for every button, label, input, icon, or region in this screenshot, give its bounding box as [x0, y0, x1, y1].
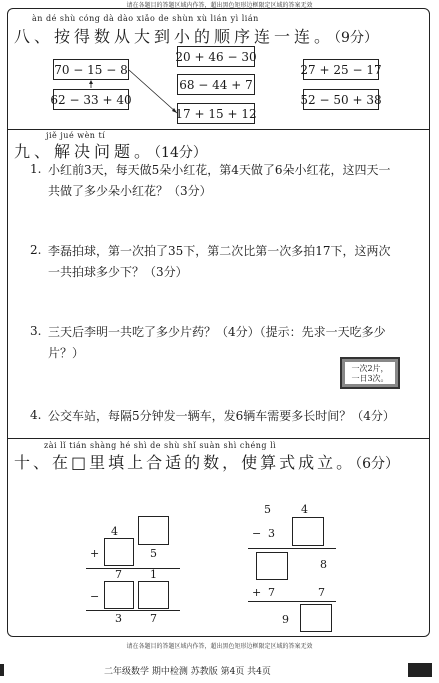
- hint-line-1: 一次2片，: [351, 364, 389, 373]
- connection-lines: [0, 0, 439, 140]
- section10-heading: [14, 450, 399, 473]
- right-row3-digit: 8: [320, 558, 327, 571]
- arrow-up-icon: [89, 80, 93, 84]
- right-row4-digit-2: 7: [318, 586, 325, 599]
- right-box-3[interactable]: [300, 604, 332, 632]
- left-row2-digit: 5: [150, 547, 157, 560]
- footer-left-marker: [0, 664, 4, 676]
- right-top-digit-2: 4: [301, 503, 308, 516]
- left-rule-2: [86, 610, 180, 611]
- medicine-hint-text: [345, 362, 395, 384]
- right-top-digit-1: 5: [264, 503, 271, 516]
- right-box-1[interactable]: [292, 517, 324, 546]
- question-3-number: 3.: [30, 324, 42, 338]
- top-notice: 请在各题目的答题区域内作答，超出黑色矩形边框限定区域的答案无效: [126, 2, 313, 9]
- section9-pinyin: jiě jué wèn tí: [46, 131, 106, 140]
- bottom-notice: 请在各题目的答题区域内作答，超出黑色矩形边框限定区域的答案无效: [126, 643, 313, 650]
- right-row5-digit: 9: [282, 613, 289, 626]
- right-plus-sign: +: [252, 586, 262, 599]
- question-2-line1: 李磊拍球，第一次拍了35下，第二次比第一次多拍17下，这两次: [48, 244, 391, 258]
- left-box-2[interactable]: [104, 538, 134, 566]
- expr-left-1[interactable]: 70 − 15 − 8: [53, 59, 129, 80]
- question-3-line1: 三天后李明一共吃了多少片药？（4分）（提示：先求一天吃多少: [48, 325, 386, 339]
- question-1-line1: 小红前3天，每天做5朵小红花，第4天做了6朵小红花，这四天一: [48, 163, 391, 177]
- section9-title: 解决问题。: [54, 142, 155, 161]
- footer-text: 二年级数学 期中检测 苏教版 第4页 共4页: [104, 667, 271, 677]
- left-box-4[interactable]: [138, 581, 169, 609]
- footer-right-marker: [408, 663, 432, 677]
- section10-pinyin: zài lǐ tián shàng hé shì de shù shǐ suàn shì chéng lì: [44, 441, 277, 450]
- question-4-number: 4.: [30, 408, 42, 422]
- question-1-line2: 共做了多少朵小红花？（3分）: [48, 184, 212, 198]
- left-top-digit: 4: [111, 525, 118, 538]
- question-1-number: 1.: [30, 162, 42, 176]
- question-2-text: [48, 241, 420, 283]
- left-row3-digit-2: 1: [150, 568, 157, 581]
- expr-mid-1[interactable]: 20 + 46 − 30: [177, 46, 255, 67]
- section10-score: （6分）: [355, 456, 400, 472]
- right-rule-2: [248, 601, 336, 602]
- right-minus-sign: −: [252, 527, 262, 540]
- left-plus-sign: +: [90, 547, 100, 560]
- right-row2-digit: 3: [268, 527, 275, 540]
- section8-pinyin: àn dé shù cóng dà dào xiǎo de shùn xù lián yì lián: [32, 14, 259, 23]
- question-4-line1: 公交车站，每隔5分钟发一辆车，发6辆车需要多长时间？（4分）: [48, 409, 395, 423]
- left-minus-sign: −: [90, 590, 100, 603]
- section10-number: 十、: [14, 453, 53, 472]
- section9-number: 九、: [14, 142, 55, 161]
- right-row4-digit-1: 7: [268, 586, 275, 599]
- expr-left-2[interactable]: 62 − 33 + 40: [53, 89, 129, 110]
- question-1-text: [48, 160, 420, 202]
- section8-number: 八、: [14, 27, 55, 46]
- section8-title: 按得数从大到小的顺序连一连。: [54, 27, 335, 46]
- left-row3-digit-1: 7: [115, 568, 122, 581]
- section-divider-2: [7, 438, 430, 439]
- left-rule-1: [86, 568, 180, 569]
- medicine-hint-card: [340, 357, 400, 389]
- expr-mid-2[interactable]: 68 − 44 + 7: [177, 74, 255, 95]
- question-4-text: [48, 406, 428, 427]
- section10-title: 在□里填上合适的数，使算式成立。: [52, 453, 356, 472]
- right-rule-1: [248, 548, 336, 549]
- question-2-line2: 一共拍球多少下？（3分）: [48, 265, 188, 279]
- right-box-2[interactable]: [256, 552, 288, 580]
- expr-mid-3[interactable]: 17 + 15 + 12: [177, 103, 255, 124]
- left-row4-digit-2: 7: [150, 612, 157, 625]
- connector-diagonal: [129, 70, 177, 113]
- expr-right-2[interactable]: 52 − 50 + 38: [303, 89, 379, 110]
- expr-right-1[interactable]: 27 + 25 − 17: [303, 59, 379, 80]
- hint-line-2: 一日3次。: [351, 374, 389, 383]
- left-row4-digit-1: 3: [115, 612, 122, 625]
- section9-heading: [14, 139, 207, 162]
- left-box-1[interactable]: [138, 516, 169, 545]
- question-3-line2: 片？）: [48, 346, 85, 360]
- section9-score: （14分）: [154, 145, 207, 161]
- section8-score: （9分）: [334, 30, 378, 46]
- left-box-3[interactable]: [104, 581, 134, 609]
- question-2-number: 2.: [30, 243, 42, 257]
